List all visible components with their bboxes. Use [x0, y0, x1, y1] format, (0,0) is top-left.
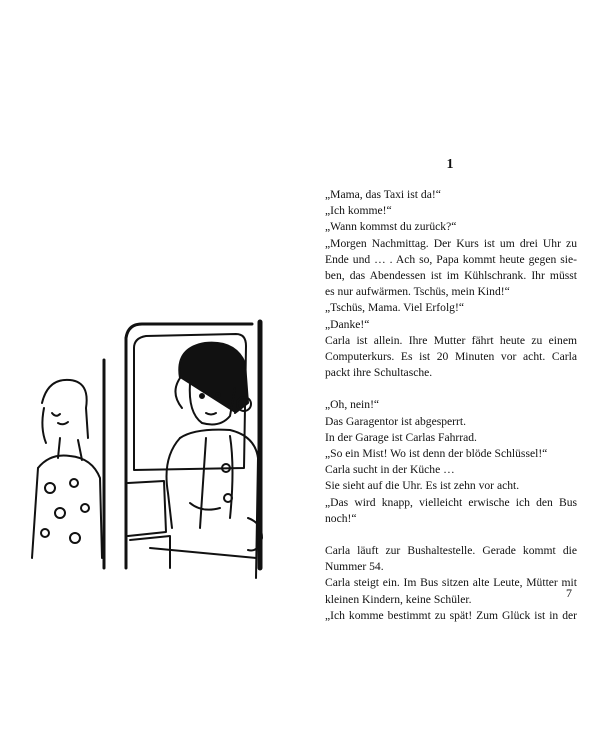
paragraph-gap — [325, 527, 577, 543]
text-line: „Oh, nein!“ — [325, 398, 380, 412]
text-line: kleinen Kindern, keine Schüler. — [325, 592, 472, 606]
text-line: „Ich komme!“ — [325, 204, 392, 218]
text-line: In der Garage ist Carlas Fahrrad. — [325, 430, 477, 444]
paragraph-gap — [325, 381, 577, 397]
text-line: ben, das Abendessen ist im Kühlschrank. Ihr müsst — [325, 269, 577, 283]
text-line: Computerkurs. Es ist 20 Minuten vor acht. Carla — [325, 350, 577, 364]
text-line: noch!“ — [325, 511, 357, 525]
text-line: Nummer 54. — [325, 560, 384, 574]
text-line: Ende und … . Ach so, Papa kommt heute gegen sie- — [325, 252, 577, 266]
text-line: „Tschüs, Mama. Viel Erfolg!“ — [325, 301, 464, 315]
text-line: packt ihre Schultasche. — [325, 366, 433, 380]
story-text — [325, 187, 577, 624]
text-line: Das Garagentor ist abgesperrt. — [325, 414, 467, 428]
text-line: Carla läuft zur Bushaltestelle. Gerade kommt die — [325, 544, 577, 558]
chapter-number: 1 — [446, 157, 454, 172]
text-line: „Danke!“ — [325, 317, 370, 331]
bus-door-illustration — [30, 318, 276, 582]
text-line: es nur aufwärmen. Tschüs, mein Kind!“ — [325, 285, 510, 299]
text-line: „Ich komme bestimmt zu spät! Zum Glück ist in der — [325, 608, 577, 622]
page-number: 7 — [566, 586, 572, 600]
text-line: „Morgen Nachmittag. Der Kurs ist um drei Uhr zu — [325, 236, 577, 250]
text-line: Sie sieht auf die Uhr. Es ist zehn vor acht. — [325, 479, 520, 493]
text-line: „So ein Mist! Wo ist denn der blöde Schlüssel!“ — [325, 447, 548, 461]
text-line: Carla ist allein. Ihre Mutter fährt heute zu einem — [325, 333, 577, 347]
text-line: Carla sucht in der Küche … — [325, 463, 455, 477]
text-line: Carla steigt ein. Im Bus sitzen alte Leute, Mütter mit — [325, 576, 577, 590]
text-line: „Wann kommst du zurück?“ — [325, 220, 457, 234]
text-line: „Mama, das Taxi ist da!“ — [325, 188, 441, 201]
text-line: „Das wird knapp, vielleicht erwische ich den Bus — [325, 495, 577, 509]
